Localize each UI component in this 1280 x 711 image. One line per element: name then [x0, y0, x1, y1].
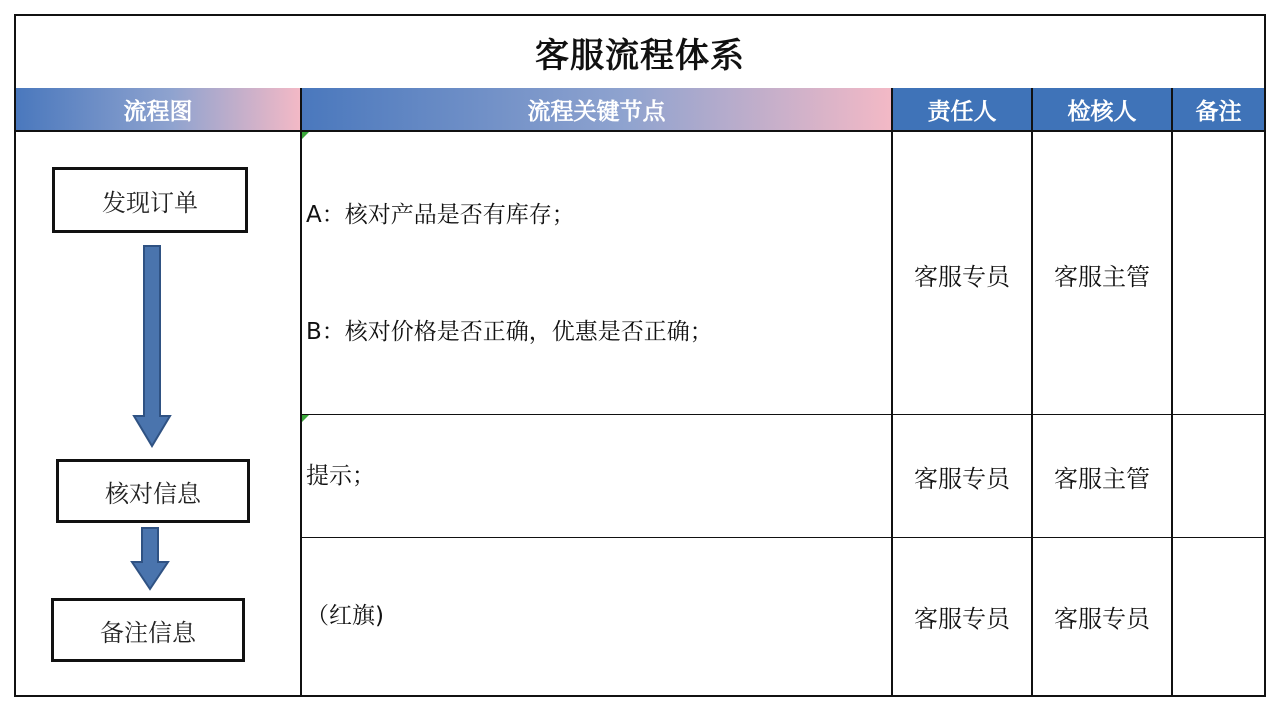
responsible-cell: 客服专员: [914, 464, 1010, 493]
reviewer-cell: 客服主管: [1054, 262, 1150, 291]
node-line: （红旗): [306, 603, 384, 629]
flow-step-verify-info: 核对信息: [56, 459, 250, 523]
table-row-1-nodes: [302, 134, 891, 414]
reviewer-cell: 客服主管: [1054, 464, 1150, 493]
reviewer-cell: 客服专员: [1054, 605, 1150, 633]
table-title: 客服流程体系: [16, 16, 1264, 90]
down-arrow-icon: [132, 244, 172, 449]
node-line: 提示；: [306, 462, 375, 489]
table-row-3-nodes: [302, 538, 891, 695]
header-responsible: 责任人: [893, 88, 1031, 132]
flow-step-remark-info: 备注信息: [51, 598, 245, 662]
responsible-cell: 客服专员: [914, 262, 1010, 291]
responsible-cell: 客服专员: [914, 605, 1010, 633]
flow-step-discover-order: 发现订单: [52, 167, 248, 233]
header-key-nodes: 流程关键节点: [302, 88, 891, 132]
header-remarks: 备注: [1173, 88, 1264, 132]
table-row-2-nodes: [302, 415, 891, 537]
header-flowchart: 流程图: [16, 88, 300, 132]
header-reviewer: 检核人: [1033, 88, 1171, 132]
node-lines: [302, 415, 795, 537]
remarks-cell: [1173, 134, 1264, 414]
node-line: A：核对产品是否有库存；: [306, 202, 575, 228]
node-line: B：核对价格是否正确，优惠是否正确；: [306, 319, 713, 345]
node-lines: [302, 538, 758, 695]
remarks-cell: [1173, 415, 1264, 537]
remarks-cell: [1173, 538, 1264, 695]
node-lines: [302, 134, 724, 414]
down-arrow-icon: [130, 526, 170, 592]
process-table: [14, 14, 1266, 697]
